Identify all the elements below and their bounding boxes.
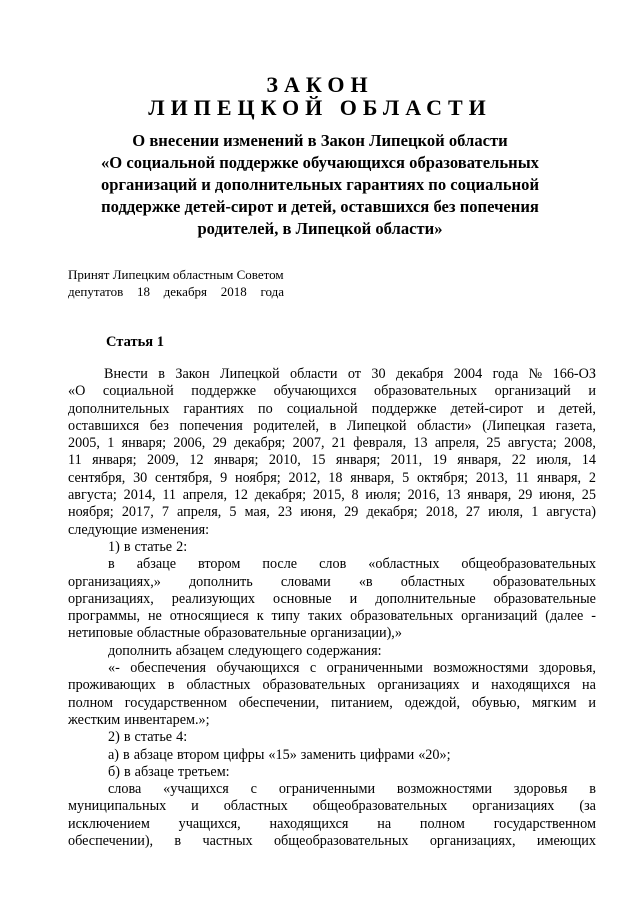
word: 1) (108, 538, 120, 555)
word: в (329, 417, 337, 434)
word: 12 (189, 452, 204, 469)
word: образовательные (204, 625, 307, 642)
word: питанием, (330, 694, 393, 711)
word: 2009, (147, 452, 179, 469)
word: августа; (68, 487, 117, 504)
word: находящихся (269, 815, 349, 832)
word: в (123, 729, 131, 746)
word: 7 (161, 504, 169, 521)
word: дополнительные (375, 590, 476, 607)
word: ограниченными (326, 660, 423, 677)
word: 25 (581, 487, 596, 504)
word: социальной (102, 383, 174, 400)
word: 5 (402, 469, 410, 486)
word: словами (280, 573, 331, 590)
word: здоровья, (538, 660, 596, 677)
word: 2005, (68, 435, 100, 452)
word: «20»; (418, 746, 451, 763)
word: декабря (396, 366, 444, 382)
word: августа; (507, 435, 557, 452)
adoption-word: года (260, 284, 284, 299)
word: декабря; (254, 487, 307, 504)
word: 18 (328, 469, 343, 486)
body-line (68, 747, 596, 764)
body-line (68, 764, 596, 781)
word: организациях (377, 677, 460, 694)
word: находящихся (491, 677, 571, 694)
word: в (123, 763, 131, 780)
word: обувью, (471, 694, 521, 711)
word: слова (108, 781, 142, 798)
word: Липецкой (346, 417, 407, 434)
word: обучающихся (216, 660, 300, 677)
subject-line: «О социальной поддержке обучающихся образовательных (101, 153, 539, 172)
word: на (377, 815, 392, 832)
word: октября; (416, 469, 469, 486)
word: 23 (277, 504, 293, 521)
body-line (68, 695, 596, 712)
word: в (167, 677, 175, 694)
word: ноября; (235, 469, 281, 486)
word: 11 (162, 487, 176, 504)
word: «областных (368, 556, 440, 573)
word: социальной (286, 400, 358, 417)
word: заменить (300, 746, 356, 763)
body-line (68, 625, 596, 642)
word: декабря; (234, 435, 286, 452)
body-line (68, 608, 596, 625)
word: декабря; (366, 504, 418, 521)
body-line (68, 470, 596, 487)
word: 22 (511, 452, 526, 469)
adoption-line-2 (68, 283, 284, 300)
word: 15 (311, 452, 326, 469)
word: поддержке (371, 400, 437, 417)
word: области» (417, 417, 472, 434)
word: 2: (176, 538, 188, 555)
adoption-word: декабря (163, 284, 208, 299)
word: в (158, 366, 165, 382)
word: с (250, 781, 257, 798)
word: 1 (531, 504, 539, 521)
word: полном (68, 694, 113, 711)
word: 2011, (390, 452, 423, 469)
word: организации),» (310, 625, 402, 642)
body-line (68, 435, 596, 452)
word: июля, (536, 452, 572, 469)
word: обеспечения (130, 660, 207, 677)
word: и (471, 677, 480, 694)
subject-line: родителей, в Липецкой области» (197, 219, 443, 238)
word: содержания: (306, 642, 382, 659)
word: относящиеся (169, 608, 249, 625)
word: 2 (588, 469, 596, 486)
word: изменения: (141, 521, 210, 538)
word: 2013, (475, 469, 508, 486)
word: образовательных (492, 573, 596, 590)
word: февраля, (353, 435, 407, 452)
word: а) (108, 746, 120, 763)
word: дополнительных (68, 400, 170, 417)
body-line (68, 556, 596, 573)
body-line (68, 418, 596, 435)
word: января; (92, 452, 137, 469)
body-line (68, 401, 596, 418)
body-line (68, 504, 596, 521)
word: апреля, (177, 504, 222, 521)
word: сентября, (68, 469, 126, 486)
word: 2016, (407, 487, 440, 504)
word: 21 (331, 435, 346, 452)
word: 13 (413, 435, 428, 452)
word: в (123, 538, 131, 555)
word: областных (186, 677, 251, 694)
word: января, (457, 452, 502, 469)
word: учащихся, (178, 815, 241, 832)
word: реализующих (171, 590, 256, 607)
word: оставшихся (68, 417, 140, 434)
word: 29 (518, 487, 533, 504)
word: абзаце (134, 763, 174, 780)
word: января, (350, 469, 395, 486)
word: общеобразовательных (461, 556, 596, 573)
word: 12 (233, 487, 248, 504)
word: государственном (124, 694, 227, 711)
word: года (492, 366, 519, 382)
word: «в (358, 573, 373, 590)
word: и (191, 798, 199, 815)
word: и (537, 400, 545, 417)
word: в (589, 781, 596, 798)
adoption-word: депутатов (68, 284, 124, 299)
word: июня, (300, 504, 337, 521)
body-line (68, 643, 596, 660)
article-heading: Статья 1 (106, 334, 164, 350)
word: поддержке (191, 383, 257, 400)
word: 19 (432, 452, 447, 469)
body-line (68, 833, 596, 850)
word: детей-сирот (450, 400, 524, 417)
word: попечения (179, 417, 243, 434)
word: «15» (268, 746, 297, 763)
word: в (108, 556, 115, 573)
word: «- (108, 660, 120, 677)
word: и (588, 694, 596, 711)
word: нетиповые (68, 625, 133, 642)
word: обучающихся (273, 383, 357, 400)
body-line (68, 539, 596, 556)
word: Внести (104, 366, 148, 382)
word: образовательных (262, 677, 366, 694)
word: Закон (175, 366, 210, 382)
word: программы, (68, 608, 141, 625)
body-line (68, 729, 596, 746)
word: 4: (176, 729, 188, 746)
word: 2007, (292, 435, 325, 452)
word: абзаце (133, 746, 174, 763)
adoption-line-1: Принят Липецким областным Советом (68, 267, 284, 282)
word: жестким (68, 711, 121, 728)
word: полном (419, 815, 465, 832)
word: мая, (244, 504, 270, 521)
adoption-word: 2018 (220, 284, 247, 299)
word: родителей, (253, 417, 320, 434)
word: (далее (545, 608, 584, 625)
word: июля; (365, 487, 401, 504)
word: 2014, (123, 487, 156, 504)
word: абзацем (175, 642, 225, 659)
word: обеспечении, (238, 694, 320, 711)
word: апреля, (182, 487, 228, 504)
article-body (68, 366, 596, 850)
word: августа) (546, 504, 596, 521)
word: б) (108, 763, 120, 780)
word: 9 (220, 469, 228, 486)
word: 5 (229, 504, 237, 521)
word: по (258, 400, 273, 417)
body-line (68, 383, 596, 400)
word: сентября, (155, 469, 213, 486)
word: 29 (212, 435, 227, 452)
word: ограниченными (278, 781, 376, 798)
word: гарантиях (183, 400, 244, 417)
word: 1 (107, 435, 115, 452)
word: ноября; (68, 504, 114, 521)
word: в (174, 833, 182, 850)
word: дополнить (108, 642, 172, 659)
word: проживающих (68, 677, 156, 694)
word: 166-ОЗ (552, 366, 596, 382)
word: 14 (581, 452, 596, 469)
word: мягким (531, 694, 577, 711)
word: втором (198, 556, 241, 573)
word: в (123, 746, 130, 763)
body-line (68, 712, 596, 729)
body-line (68, 452, 596, 469)
body-line (68, 781, 596, 798)
word: 2008, (563, 435, 596, 452)
word: образовательных (350, 608, 454, 625)
word: имеющих (536, 833, 596, 850)
word: января; (121, 435, 167, 452)
word: одеждой, (404, 694, 461, 711)
word: инвентарем.»; (124, 711, 210, 728)
word: частных (202, 833, 253, 850)
word: и (349, 590, 358, 607)
word: цифрами (359, 746, 415, 763)
body-line (68, 574, 596, 591)
word: организациях,» (68, 573, 161, 590)
word: 2017, (121, 504, 154, 521)
word: общеобразовательных (312, 798, 448, 815)
word: детей, (558, 400, 596, 417)
word: статье (134, 729, 173, 746)
word: областных (400, 573, 465, 590)
word: 30 (133, 469, 148, 486)
word: июня, (539, 487, 575, 504)
word: общеобразовательных (273, 833, 409, 850)
word: третьем: (177, 763, 230, 780)
word: июля, (488, 504, 524, 521)
word: 8 (351, 487, 359, 504)
word: января, (467, 487, 512, 504)
body-line (68, 798, 596, 815)
law-title-line-1: ЗАКОН (266, 72, 374, 97)
word: 30 (371, 366, 386, 382)
word: обеспечении), (68, 833, 154, 850)
word: 2010, (268, 452, 301, 469)
word: основные (273, 590, 332, 607)
word: таких (307, 608, 343, 625)
word: организациях, (429, 833, 516, 850)
word: к (256, 608, 264, 625)
word: января, (537, 469, 582, 486)
word: № (528, 366, 543, 382)
word: организаций (461, 608, 538, 625)
body-line (68, 487, 596, 504)
word: не (147, 608, 162, 625)
word: организациях, (68, 590, 154, 607)
word: - (591, 608, 596, 625)
word: 2) (108, 729, 120, 746)
word: втором (177, 746, 220, 763)
word: на (582, 677, 596, 694)
law-title-line-2: ЛИПЕЦКОЙ ОБЛАСТИ (148, 95, 492, 120)
word: статье (134, 538, 173, 555)
word: слов (319, 556, 347, 573)
word: апреля, (434, 435, 480, 452)
word: 11 (515, 469, 530, 486)
adoption-note (68, 266, 284, 300)
word: абзаце (136, 556, 177, 573)
word: 25 (486, 435, 501, 452)
word: цифры (223, 746, 265, 763)
word: 2006, (173, 435, 206, 452)
body-line (68, 522, 596, 539)
word: областных (223, 798, 288, 815)
body-line (68, 816, 596, 833)
word: 2015, (312, 487, 345, 504)
body-line (68, 660, 596, 677)
body-line (68, 366, 596, 383)
word: типу (271, 608, 301, 625)
word: 2004 (453, 366, 483, 382)
word: «О (68, 383, 86, 400)
word: государственном (493, 815, 596, 832)
word: 2018, (425, 504, 458, 521)
word: следующего (228, 642, 303, 659)
word: без (149, 417, 169, 434)
word: 13 (446, 487, 461, 504)
word: Липецкой (220, 366, 280, 382)
word: 2012, (288, 469, 321, 486)
word: (Липецкая (482, 417, 546, 434)
word: газета, (555, 417, 596, 434)
word: 11 (68, 452, 82, 469)
word: от (347, 366, 361, 382)
word: и (588, 383, 596, 400)
word: 27 (465, 504, 481, 521)
word: следующие (68, 521, 138, 538)
adoption-word: 18 (136, 284, 150, 299)
word: возможностями (396, 781, 492, 798)
body-line (68, 677, 596, 694)
word: января; (213, 452, 259, 469)
word: после (262, 556, 298, 573)
word: (за (579, 798, 596, 815)
word: здоровья (513, 781, 568, 798)
body-line (68, 591, 596, 608)
word: января; (335, 452, 381, 469)
word: образовательные (493, 590, 596, 607)
word: области (290, 366, 338, 382)
word: возможностями (433, 660, 529, 677)
word: дополнить (188, 573, 253, 590)
word: областные (136, 625, 201, 642)
subject-line: поддержке детей-сирот и детей, оставшихся без попечения (101, 197, 539, 216)
word: «учащихся (163, 781, 229, 798)
word: муниципальных (68, 798, 167, 815)
word: с (309, 660, 317, 677)
subject-line: организаций и дополнительных гарантиях по социальной (100, 175, 540, 194)
word: 29 (344, 504, 359, 521)
subject-line: О внесении изменений в Закон Липецкой области (132, 131, 508, 150)
law-subject (60, 130, 580, 240)
word: организациях (472, 798, 555, 815)
word: образовательных (374, 383, 478, 400)
word: организаций (494, 383, 571, 400)
word: исключением (68, 815, 150, 832)
